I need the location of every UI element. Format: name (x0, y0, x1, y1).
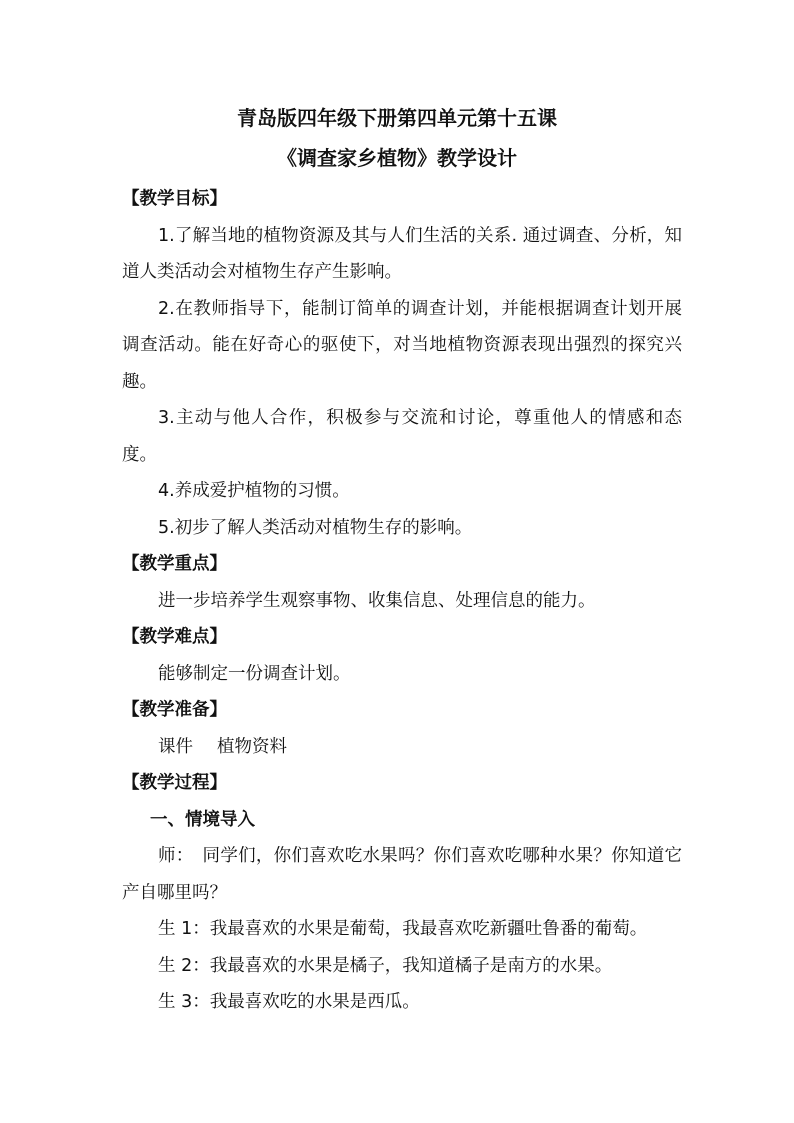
dialogue-student-1: 生 1：我最喜欢的水果是葡萄，我最喜欢吃新疆吐鲁番的葡萄。 (158, 919, 648, 939)
key-points-heading: 【教学重点】 (122, 554, 227, 574)
difficulties-text: 能够制定一份调查计划。 (158, 663, 351, 684)
objective-item-1: 1.了解当地的植物资源及其与人们生活的关系. 通过调查、分析，知道人类活动会对植物生存产生影响。 (122, 225, 682, 282)
objective-item-5: 5.初步了解人类活动对植物生存的影响。 (158, 517, 473, 538)
dialogue-student-3: 生 3：我最喜欢吃的水果是西瓜。 (158, 992, 420, 1012)
dialogue-student-2: 生 2：我最喜欢的水果是橘子，我知道橘子是南方的水果。 (158, 955, 613, 976)
key-points-text: 进一步培养学生观察事物、收集信息、处理信息的能力。 (158, 590, 596, 611)
preparation-item-plant-materials: 植物资料 (217, 736, 287, 757)
preparation-items (122, 729, 682, 766)
objectives-heading: 【教学目标】 (122, 189, 227, 209)
preparation-item-courseware: 课件 (158, 736, 193, 757)
preparation-heading: 【教学准备】 (122, 700, 227, 720)
process-section-1-heading: 一、情境导入 (150, 809, 255, 830)
objective-item-4: 4.养成爱护植物的习惯。 (158, 481, 350, 501)
objective-item-3: 3.主动与他人合作，积极参与交流和讨论，尊重他人的情感和态度。 (122, 408, 682, 465)
difficulties-heading: 【教学难点】 (122, 627, 227, 647)
document-title: 青岛版四年级下册第四单元第十五课 (237, 106, 557, 130)
objective-item-2: 2.在教师指导下，能制订简单的调查计划，并能根据调查计划开展调查活动。能在好奇心的驱使下，对当地植物资源表现出强烈的探究兴趣。 (122, 298, 682, 392)
document-body (122, 181, 682, 1021)
document-subtitle: 《调查家乡植物》教学设计 (277, 146, 517, 170)
dialogue-teacher: 师： 同学们，你们喜欢吃水果吗？你们喜欢吃哪种水果？你知道它产自哪里吗？ (122, 846, 682, 903)
process-heading: 【教学过程】 (122, 773, 227, 793)
